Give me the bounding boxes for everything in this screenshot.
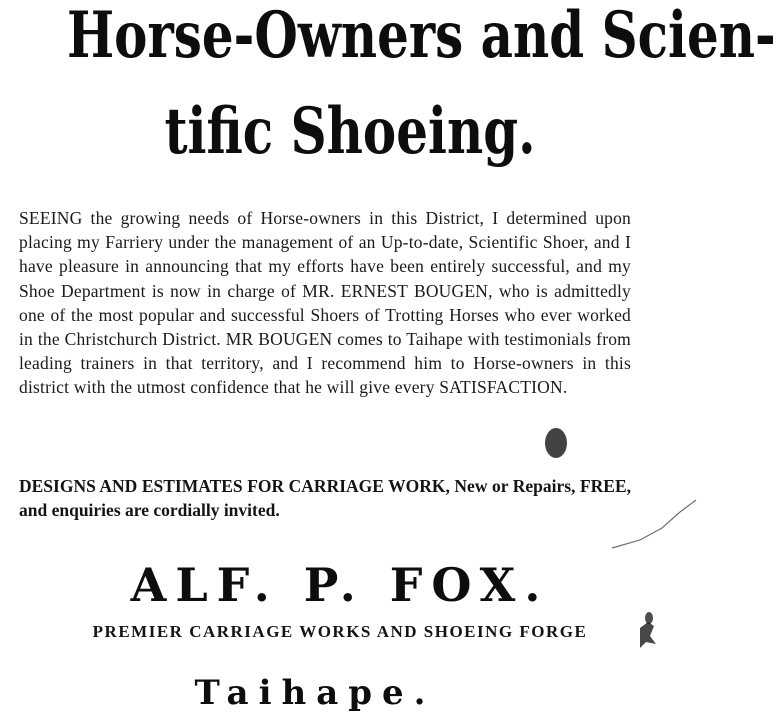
headline-line-2: tific Shoeing. xyxy=(164,94,536,169)
designs-notice: DESIGNS AND ESTIMATES FOR CARRIAGE WORK, New or Repairs, FREE, and enquiries are cordially invited. xyxy=(19,476,631,521)
body-paragraph xyxy=(19,206,631,400)
ink-blot xyxy=(545,428,567,458)
town-name: Taihape. xyxy=(194,673,436,713)
business-name: PREMIER CARRIAGE WORKS AND SHOEING FORGE xyxy=(92,622,588,641)
proprietor-name: ALF. P. FOX. xyxy=(130,558,550,612)
headline-line-1: Horse-Owners and Scien- xyxy=(67,0,776,73)
body-paragraph-text: SEEING the growing needs of Horse-owners in this District, I determined upon placing my Farriery under the management of an Up-to-date, Scientific Shoer, and I have pleasure in announcing that my efforts have been entirely successful, and my Shoe Department is now in charge of MR. ERNEST BOUGEN, who is admittedly one of the most popular and successful Shoers of Trotting Horses who ever worked in the Christchurch District. MR BOUGEN comes to Taihape with testimonials from leading trainers in that territory, and I recommend him to Horse-owners in this district with the utmost confidence that he will give every SATISFACTION. xyxy=(19,208,631,398)
ink-speck xyxy=(645,612,653,624)
